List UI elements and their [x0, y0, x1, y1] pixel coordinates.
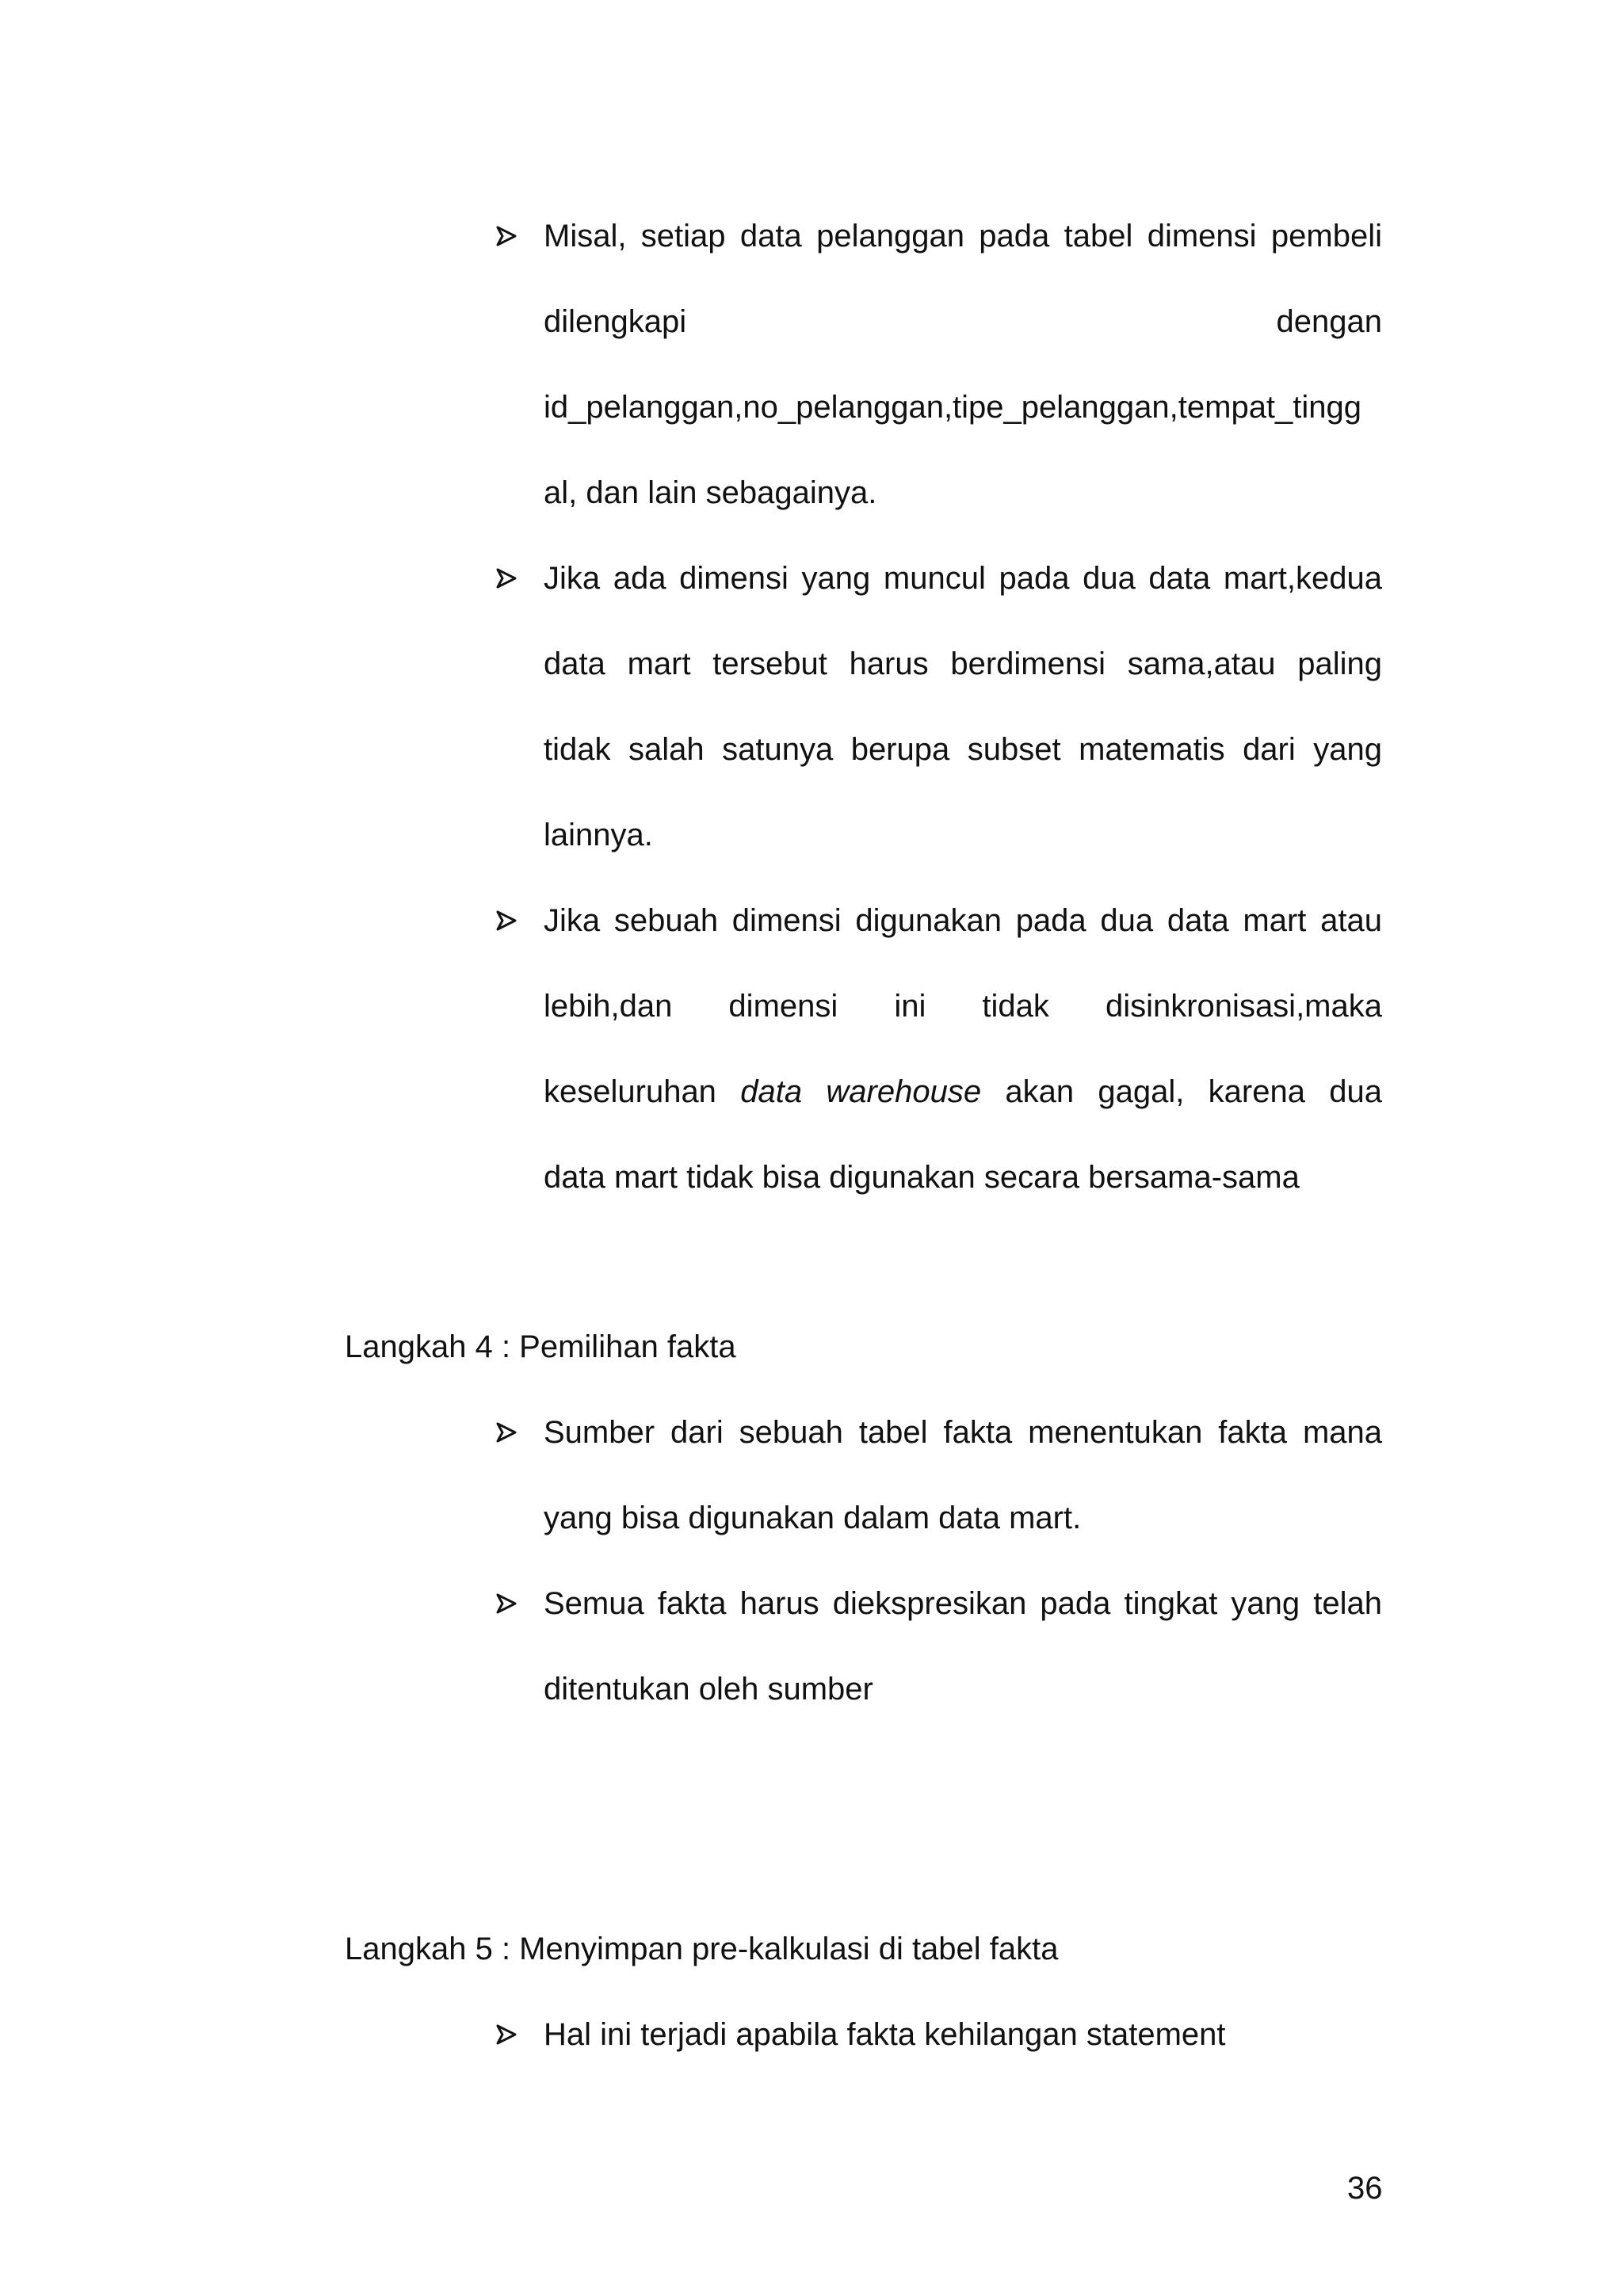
- arrowhead-bullet-icon: [495, 559, 518, 597]
- arrowhead-bullet-icon: [495, 902, 518, 940]
- paragraph-line: Semua fakta harus diekspresikan pada tingkat yang telah: [544, 1586, 1382, 1621]
- paragraph-line: Jika sebuah dimensi digunakan pada dua data mart atau: [544, 903, 1382, 938]
- page-number: 36: [1347, 2171, 1383, 2206]
- paragraph-line: id_pelanggan,no_pelanggan,tipe_pelanggan,tempat_tingg: [544, 390, 1362, 425]
- arrowhead-bullet-icon: [495, 1585, 518, 1623]
- paragraph-line: yang bisa digunakan dalam data mart.: [544, 1501, 1082, 1535]
- paragraph-line: Hal ini terjadi apabila fakta kehilangan statement: [544, 2017, 1226, 2052]
- arrowhead-bullet-icon: [495, 2016, 518, 2054]
- paragraph-line: data mart tidak bisa digunakan secara bersama-sama: [544, 1160, 1300, 1195]
- paragraph-line: dengan: [1276, 304, 1382, 339]
- paragraph-line: Jika ada dimensi yang muncul pada dua data mart,kedua: [544, 561, 1382, 596]
- paragraph-line: al, dan lain sebagainya.: [544, 475, 877, 510]
- paragraph-line: Misal, setiap data pelanggan pada tabel dimensi pembeli: [544, 219, 1382, 254]
- paragraph-line: dilengkapi: [544, 304, 687, 339]
- arrowhead-bullet-icon: [495, 1413, 518, 1451]
- paragraph-line: tidak salah satunya berupa subset matematis dari yang: [544, 732, 1382, 767]
- step-heading: Langkah 5 : Menyimpan pre-kalkulasi di tabel fakta: [345, 1932, 1059, 1966]
- paragraph-line: keseluruhan data warehouse akan gagal, karena dua: [544, 1074, 1382, 1109]
- paragraph-line: lebih,dan dimensi ini tidak disinkronisasi,maka: [544, 989, 1382, 1024]
- step-heading: Langkah 4 : Pemilihan fakta: [345, 1329, 736, 1364]
- italic-term: data warehouse: [740, 1074, 982, 1109]
- paragraph-line: lainnya.: [544, 818, 653, 852]
- paragraph-line: data mart tersebut harus berdimensi sama,atau paling: [544, 646, 1382, 681]
- paragraph-line: Sumber dari sebuah tabel fakta menentukan fakta mana: [544, 1415, 1382, 1450]
- arrowhead-bullet-icon: [495, 217, 518, 255]
- paragraph-line: ditentukan oleh sumber: [544, 1672, 873, 1707]
